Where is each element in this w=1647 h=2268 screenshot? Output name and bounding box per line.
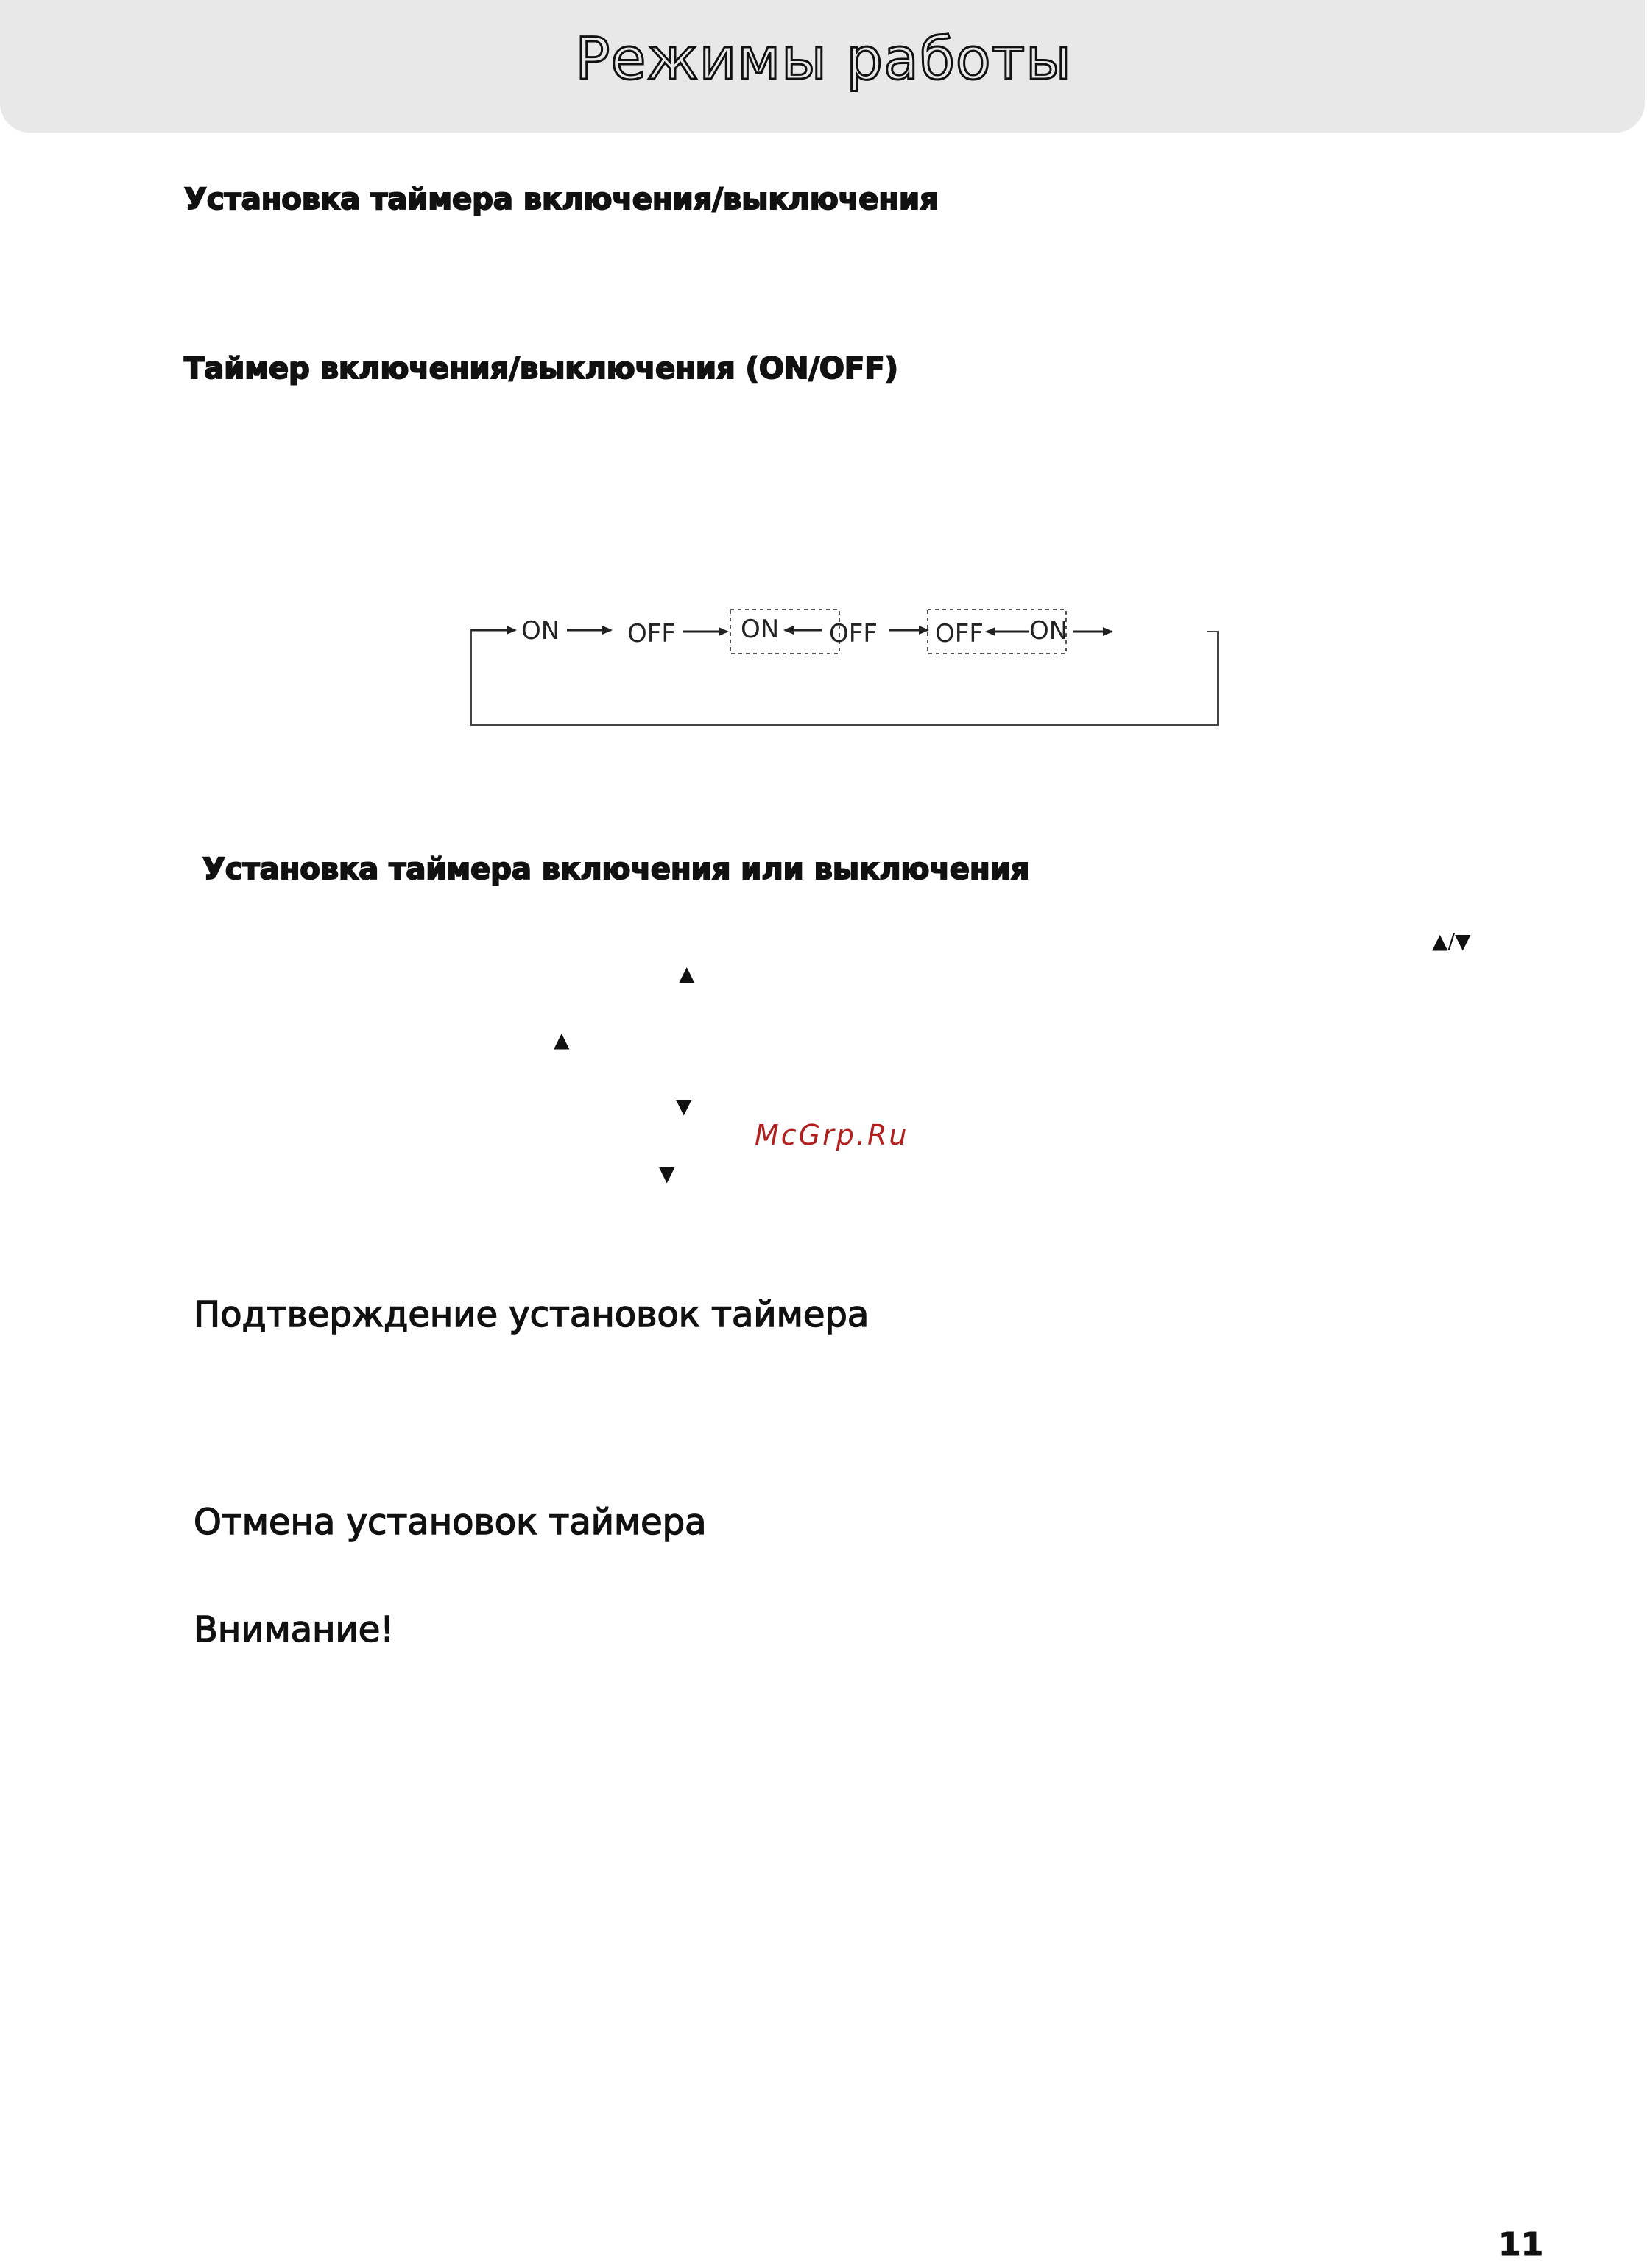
heading-confirm: Подтверждение установок таймера [194,1294,870,1335]
diagram-step-on: ON [521,616,560,646]
up-arrow-icon: ▲ [554,1028,570,1052]
heading-timer-on-off: Таймер включения/выключения (ON/OFF) [184,352,898,386]
diagram-combo2-off: OFF [935,619,984,649]
heading-attention: Внимание! [194,1609,395,1650]
page-title: Режимы работы [575,27,1072,93]
heading-set-on-or-off: Установка таймера включения или выключения [202,852,1030,886]
timer-mode-cycle-diagram [456,589,1237,736]
diagram-combo1-off: OFF [829,619,878,649]
watermark: McGrp.Ru [755,1119,909,1151]
up-down-arrows-icon: ▲/▼ [1432,929,1471,953]
up-arrow-icon: ▲ [679,961,695,986]
page-number: 11 [1498,2226,1544,2264]
down-arrow-icon: ▼ [659,1162,675,1186]
diagram-combo1-on: ON [741,615,780,644]
diagram-step-off: OFF [627,619,676,649]
down-arrow-icon: ▼ [676,1094,692,1118]
heading-timer-setup: Установка таймера включения/выключения [184,183,939,216]
heading-cancel: Отмена установок таймера [194,1502,707,1543]
diagram-combo2-on: ON [1029,616,1068,646]
